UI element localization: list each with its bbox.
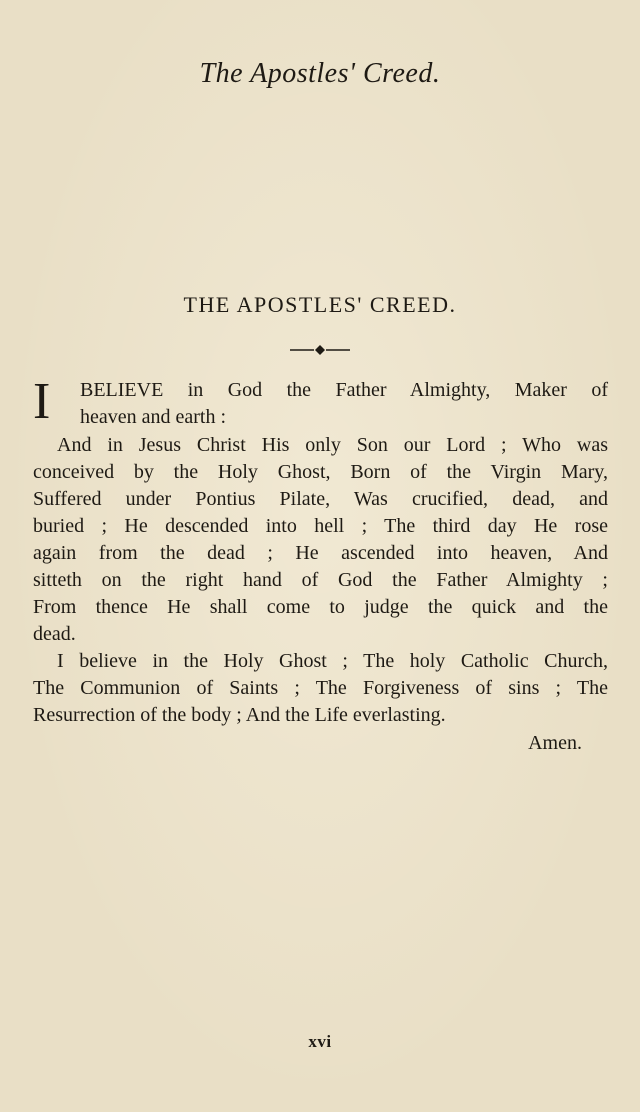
paragraph-1-line-1: BELIEVE in God the Father Almighty, Maker of <box>80 379 608 401</box>
running-head: The Apostles' Creed. <box>199 58 441 89</box>
amen: Amen. <box>528 732 582 754</box>
paragraph-3 <box>33 648 608 729</box>
paragraph-2-line-1: And in Jesus Christ His only Son our Lord ; Who was <box>57 434 608 456</box>
paragraph-1-line-2: heaven and earth : <box>80 406 227 428</box>
paragraph-2-line-5: again from the dead ; He ascended into heaven, And <box>33 542 608 564</box>
page-title: THE APOSTLES' CREED. <box>183 292 457 317</box>
paragraph-2-line-8: dead. <box>33 623 76 645</box>
paragraph-3-line-2: The Communion of Saints ; The Forgiveness of sins ; The <box>33 677 608 699</box>
paragraph-2-line-6: sitteth on the right hand of God the Father Almighty ; <box>33 569 608 591</box>
page-number: xvi <box>308 1032 332 1051</box>
paragraph-1 <box>80 377 608 431</box>
paragraph-2-line-4: buried ; He descended into hell ; The third day He rose <box>33 515 608 537</box>
paragraph-2-line-3: Suffered under Pontius Pilate, Was crucified, dead, and <box>33 488 608 510</box>
drop-cap: I <box>33 373 51 430</box>
paragraph-2-line-7: From thence He shall come to judge the quick and the <box>33 596 608 618</box>
paragraph-3-line-1: I believe in the Holy Ghost ; The holy Catholic Church, <box>57 650 608 672</box>
paragraph-2 <box>33 432 608 648</box>
dash-diamond-ornament-icon <box>290 343 350 357</box>
paragraph-2-line-2: conceived by the Holy Ghost, Born of the Virgin Mary, <box>33 461 608 483</box>
paragraph-3-line-3: Resurrection of the body ; And the Life everlasting. <box>33 704 446 726</box>
